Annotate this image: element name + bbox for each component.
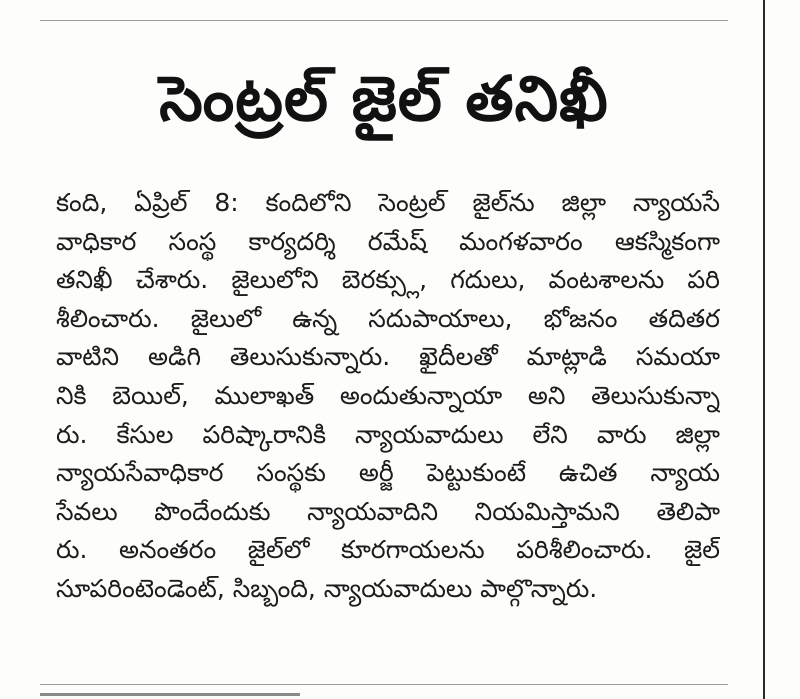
- body-line: రు. కేసుల పరిష్కారానికి న్యాయవాదులు లేని వారు జిల్లా: [56, 419, 720, 449]
- body-line: వాధికార సంస్థ కార్యదర్శి రమేష్ మంగళవారం ఆకస్మికంగా: [56, 226, 720, 256]
- body-line: వాటిని అడిగి తెలుసుకున్నారు. ఖైదీలతో మాట్లాడి సమయా: [56, 342, 720, 372]
- body-line: న్యాయసేవాధికార సంస్థకు అర్జీ పెట్టుకుంటే ఉచిత న్యాయ: [56, 458, 720, 488]
- headline: సెంట్రల్ జైల్ తనిఖీ: [159, 62, 609, 135]
- body-line: సూపరింటెండెంట్, సిబ్బంది, న్యాయవాదులు పాల్గొన్నారు.: [56, 573, 598, 603]
- body-line: కంది, ఏప్రిల్ 8: కందిలోని సెంట్రల్ జైల్‌ను జిల్లా న్యాయసే: [56, 188, 720, 217]
- body-line: శీలించారు. జైలులో ఉన్న సదుపాయాలు, భోజనం తదితర: [56, 303, 720, 333]
- top-divider: [40, 20, 728, 21]
- cut-off-next-text: [40, 690, 300, 699]
- article-body: [56, 184, 720, 609]
- body-line: తనిఖీ చేశారు. జైలులోని బెరక్స్లు, గదులు, వంటశాలను పరి: [56, 265, 720, 295]
- body-line: రు. అనంతరం జైల్‌లో కూరగాయలను పరిశీలించారు. జైల్: [56, 535, 720, 565]
- cut-off-previous-text: [40, 0, 340, 8]
- bottom-divider: [40, 684, 728, 685]
- column-divider: [763, 0, 765, 699]
- body-line: సేవలు పొందేందుకు న్యాయవాదిని నియమిస్తామని తెలిపా: [56, 496, 720, 526]
- body-line: నికి బెయిల్, ములాఖత్ అందుతున్నాయా అని తెలుసుకున్నా: [56, 380, 720, 410]
